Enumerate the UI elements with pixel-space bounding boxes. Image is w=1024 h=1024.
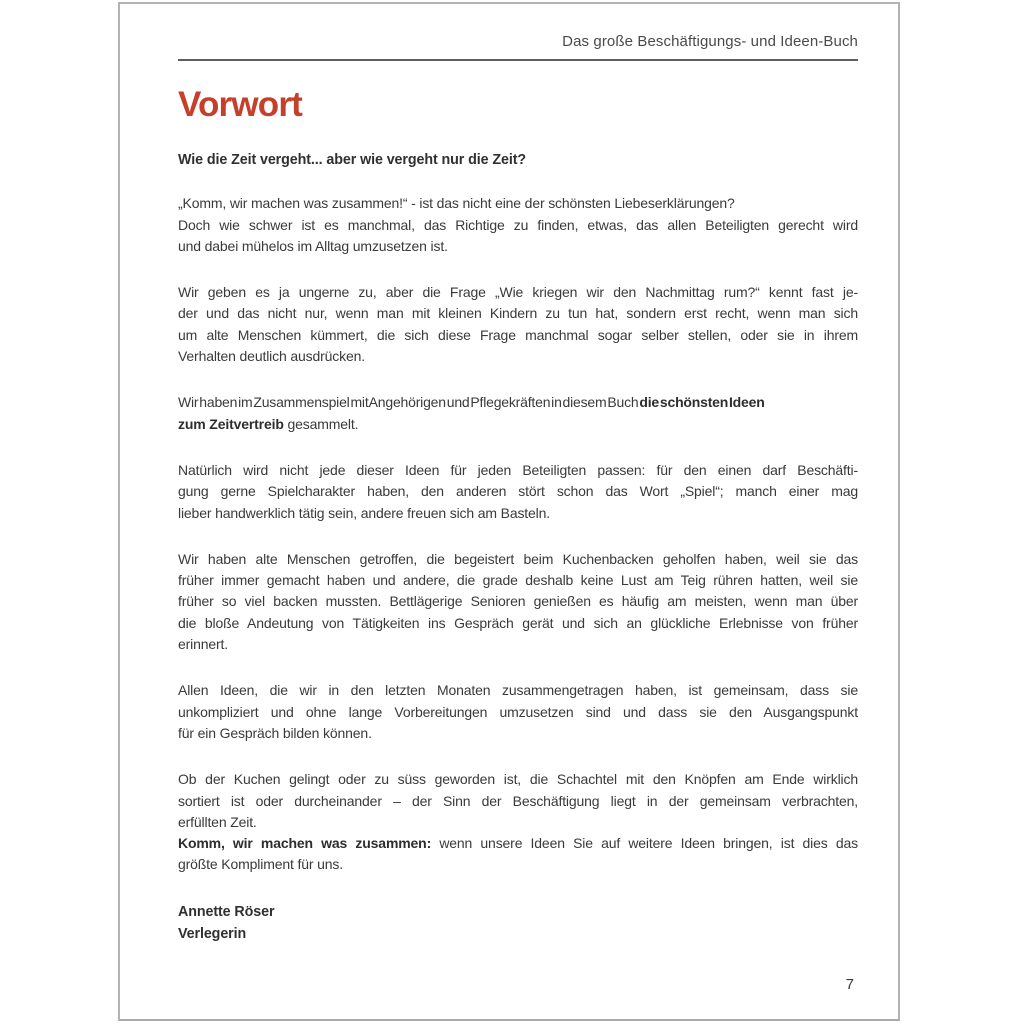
text-line: [178, 769, 858, 790]
text-line: [178, 282, 858, 303]
text-segment: früher immer gemacht haben und andere, die grade deshalb keine Lust am Teig rühren hatten, weil sie: [178, 572, 858, 589]
running-header-title: Das große Beschäftigungs- und Ideen-Buch: [562, 33, 858, 50]
text-line: [178, 346, 858, 367]
header-rule: [178, 59, 858, 61]
paragraph: [178, 460, 858, 524]
text-segment: erfüllten Zeit.: [178, 813, 257, 830]
paragraph: [178, 392, 858, 435]
text-line: [178, 570, 858, 591]
text-line: [178, 812, 858, 833]
text-line: [178, 503, 858, 524]
book-page: [118, 2, 900, 1021]
text-line: [178, 723, 858, 744]
text-segment: Natürlich wird nicht jede dieser Ideen für jeden Beteiligten passen: für den einen darf Beschäfti-: [178, 461, 858, 478]
text-line: [178, 613, 858, 634]
text-line: [178, 236, 858, 257]
bold-text-segment: Komm, wir machen was zusammen:: [178, 835, 432, 852]
page-content: [120, 33, 898, 945]
text-segment: unkompliziert und ohne lange Vorbereitungen umzusetzen sind und dass sie den Ausgangspunkt: [178, 703, 858, 720]
text-line: [178, 414, 858, 435]
text-segment: Allen Ideen, die wir in den letzten Monaten zusammengetragen haben, ist gemeinsam, dass sie: [178, 682, 858, 699]
text-line: [178, 215, 858, 236]
signature-role: Verlegerin: [178, 925, 247, 942]
paragraph: [178, 549, 858, 655]
text-segment: „Komm, wir machen was zusammen!“ - ist das nicht eine der schönsten Liebeserklärungen?: [178, 195, 735, 212]
text-segment: sortiert ist oder durcheinander – der Sinn der Beschäftigung liegt in der gemeinsam verbrachten,: [178, 792, 858, 809]
body-text: [178, 193, 858, 875]
text-segment: Ob der Kuchen gelingt oder zu süss geworden ist, die Schachtel mit den Knöpfen am Ende wirklich: [178, 771, 858, 788]
text-segment: Doch wie schwer ist es manchmal, das Richtige zu finden, etwas, das allen Beteiligten gerecht wird: [178, 216, 858, 233]
text-line: [178, 854, 858, 875]
text-line: [178, 325, 858, 346]
text-line: [178, 481, 858, 502]
text-line: [178, 549, 858, 570]
text-line: [178, 193, 858, 214]
paragraph: [178, 282, 858, 367]
signature-name: Annette Röser: [178, 903, 275, 920]
paragraph: [178, 680, 858, 744]
text-segment: Verhalten deutlich ausdrücken.: [178, 348, 365, 365]
text-segment: wenn unsere Ideen Sie auf weitere Ideen bringen, ist dies das: [431, 835, 858, 852]
text-segment: für ein Gespräch bilden können.: [178, 724, 372, 741]
text-segment: gesammelt.: [283, 415, 359, 432]
text-line: [178, 591, 858, 612]
text-segment: gung gerne Spielcharakter haben, den anderen stört schon das Wort „Spiel“; manch einer mag: [178, 483, 858, 500]
text-line: [178, 680, 858, 701]
paragraph: [178, 769, 858, 875]
text-segment: lieber handwerklich tätig sein, andere freuen sich am Basteln.: [178, 504, 551, 521]
text-segment: größte Kompliment für uns.: [178, 856, 343, 873]
text-segment: Wir haben im Zusammenspiel mit Angehörigen und Pflegekräften in diesem Buch: [178, 394, 640, 411]
text-segment: und dabei mühelos im Alltag umzusetzen ist.: [178, 237, 448, 254]
subtitle: Wie die Zeit vergeht... aber wie vergeht nur die Zeit?: [178, 152, 527, 168]
text-line: [178, 791, 858, 812]
text-line: [178, 392, 858, 413]
text-segment: um alte Menschen kümmert, die sich diese Frage manchmal sogar selber stellen, oder sie in ihrem: [178, 326, 858, 343]
text-line: [178, 702, 858, 723]
text-line: [178, 460, 858, 481]
paragraph: [178, 193, 858, 257]
page-number: 7: [845, 976, 854, 993]
text-segment: die bloße Andeutung von Tätigkeiten ins Gespräch gerät und sich an glückliche Erlebnisse von früher: [178, 614, 858, 631]
text-segment: erinnert.: [178, 636, 229, 653]
text-line: [178, 634, 858, 655]
text-segment: früher so viel backen mussten. Bettlägerige Senioren genießen es häufig am meisten, wenn man über: [178, 593, 858, 610]
text-segment: Wir haben alte Menschen getroffen, die begeistert beim Kuchenbacken geholfen haben, weil sie das: [178, 550, 858, 567]
bold-text-segment: die schönsten Ideen: [639, 394, 765, 411]
text-line: [178, 833, 858, 854]
text-segment: Wir geben es ja ungerne zu, aber die Frage „Wie kriegen wir den Nachmittag rum?“ kennt fast je-: [178, 284, 858, 301]
page-title: Vorwort: [178, 85, 303, 124]
bold-text-segment: zum Zeitvertreib: [178, 415, 284, 432]
text-line: [178, 303, 858, 324]
text-segment: der und das nicht nur, wenn man mit kleinen Kindern zu tun hat, sondern erst recht, wenn man sich: [178, 305, 858, 322]
signature: [178, 901, 858, 945]
